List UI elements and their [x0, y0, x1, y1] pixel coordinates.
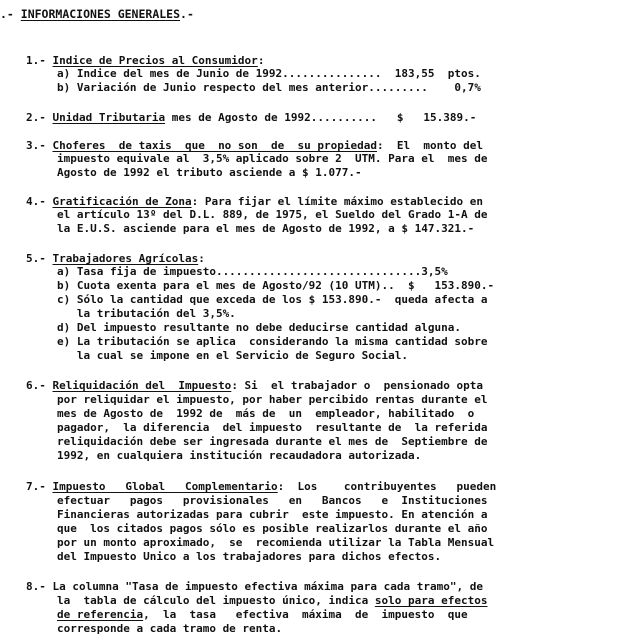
section-7-line-3: Financieras autorizadas para cubrir este impuesto. En atención a: [57, 508, 488, 521]
section-6-line-2: por reliquidar el impuesto, por haber percibido rentas durante el: [57, 393, 488, 406]
section-4-heading-line: [26, 195, 483, 208]
section-number: 5.-: [26, 252, 53, 265]
section-7-line-2: efectuar pagos provisionales en Bancos e Instituciones: [57, 494, 488, 507]
section-3-heading-line: [26, 139, 483, 152]
heading-colon: :: [198, 252, 205, 265]
section-8-text: , la tasa efectiva máxima de impuesto que: [143, 608, 468, 621]
section-5-item-d: d) Del impuesto resultante no debe deducirse cantidad alguna.: [57, 321, 461, 334]
section-6-line-3: mes de Agosto de 1992 de más de un empleador, habilitado o: [57, 407, 475, 420]
section-8-line-3: [57, 608, 468, 621]
heading-colon: :: [257, 54, 265, 67]
section-3-text: : El monto del: [377, 139, 483, 152]
section-6-heading: Reliquidación del Impuesto: [52, 379, 232, 392]
section-5-item-a: a) Tasa fija de impuesto...............................3,5%: [57, 265, 448, 278]
section-2-text: mes de Agosto de 1992.......... $ 15.389.-: [165, 111, 477, 124]
section-number: 7.-: [26, 480, 53, 493]
section-5-item-e: e) La tributación se aplica considerando la misma cantidad sobre: [57, 335, 488, 348]
section-5-item-e-cont: la cual se impone en el Servicio de Seguro Social.: [57, 349, 408, 362]
section-5-item-c-cont: la tributación del 3,5%.: [57, 307, 236, 320]
section-1-heading-line: [26, 54, 264, 67]
section-3-line-2: impuesto equivale al 3,5% aplicado sobre 2 UTM. Para el mes de: [57, 152, 488, 165]
document-title: INFORMACIONES GENERALES: [20, 7, 181, 21]
title-suffix: .-: [180, 7, 194, 21]
section-5-heading-line: [26, 252, 205, 265]
section-8-line-1: [26, 580, 483, 593]
document-title-line: [0, 8, 194, 21]
section-6-text: : Si el trabajador o pensionado opta: [231, 379, 483, 392]
section-4-text: : Para fijar el límite máximo establecido en: [191, 195, 483, 208]
section-3-line-3: Agosto de 1992 el tributo asciende a $ 1.077.-: [57, 166, 362, 179]
section-number: 1.-: [26, 54, 53, 67]
section-2-line: [26, 111, 476, 124]
section-4-line-3: la E.U.S. asciende para el mes de Agosto de 1992, a $ 147.321.-: [57, 222, 475, 235]
section-3-heading: Choferes de taxis que no son de su propiedad: [52, 139, 378, 152]
section-7-line-5: por un monto aproximado, se recomienda utilizar la Tabla Mensual: [57, 536, 495, 549]
section-1-item-b: b) Variación de Junio respecto del mes anterior......... 0,7%: [57, 81, 481, 94]
section-4-heading: Gratificación de Zona: [52, 195, 192, 208]
section-number: 2.-: [26, 111, 53, 124]
section-5-item-b: b) Cuota exenta para el mes de Agosto/92 (10 UTM).. $ 153.890.-: [57, 279, 495, 292]
section-number: 6.-: [26, 379, 53, 392]
section-number: 4.-: [26, 195, 53, 208]
section-7-text: : Los contribuyentes pueden: [277, 480, 497, 493]
section-8-emphasis: de referencia: [57, 608, 144, 621]
section-7-line-4: que los citados pagos sólo es posible realizarlos durante el año: [57, 522, 488, 535]
section-6-heading-line: [26, 379, 483, 392]
section-8-line-4: corresponde a cada tramo de renta.: [57, 622, 283, 635]
section-7-line-6: del Impuesto Unico a los trabajadores para dichos efectos.: [57, 550, 442, 563]
section-5-heading: Trabajadores Agrícolas: [52, 252, 199, 265]
section-2-heading: Unidad Tributaria: [52, 111, 166, 124]
section-6-line-5: reliquidación debe ser ingresada durante el mes de Septiembre de: [57, 435, 488, 448]
section-number: 3.-: [26, 139, 53, 152]
section-1-heading: Indice de Precios al Consumidor: [52, 54, 258, 67]
section-6-line-6: 1992, en cualquiera institución recaudadora autorizada.: [57, 449, 422, 462]
section-number: 8.-: [26, 580, 53, 593]
section-1-item-a: a) Indice del mes de Junio de 1992............... 183,55 ptos.: [57, 67, 481, 80]
section-5-item-c: c) Sólo la cantidad que exceda de los $ 153.890.- queda afecta a: [57, 293, 488, 306]
title-prefix: .-: [0, 7, 21, 21]
section-8-line-2: [57, 594, 487, 607]
section-7-heading-line: [26, 480, 496, 493]
section-8-text: la tabla de cálculo del impuesto único, indica: [57, 594, 375, 607]
section-8-text: La columna "Tasa de impuesto efectiva máxima para cada tramo", de: [52, 580, 483, 593]
section-8-emphasis: solo para efectos: [374, 594, 488, 607]
section-6-line-4: pagador, la diferencia del impuesto resultante de la referida: [57, 421, 488, 434]
section-4-line-2: el artículo 13º del D.L. 889, de 1975, el Sueldo del Grado 1-A de: [57, 208, 488, 221]
section-7-heading: Impuesto Global Complementario: [52, 480, 278, 493]
